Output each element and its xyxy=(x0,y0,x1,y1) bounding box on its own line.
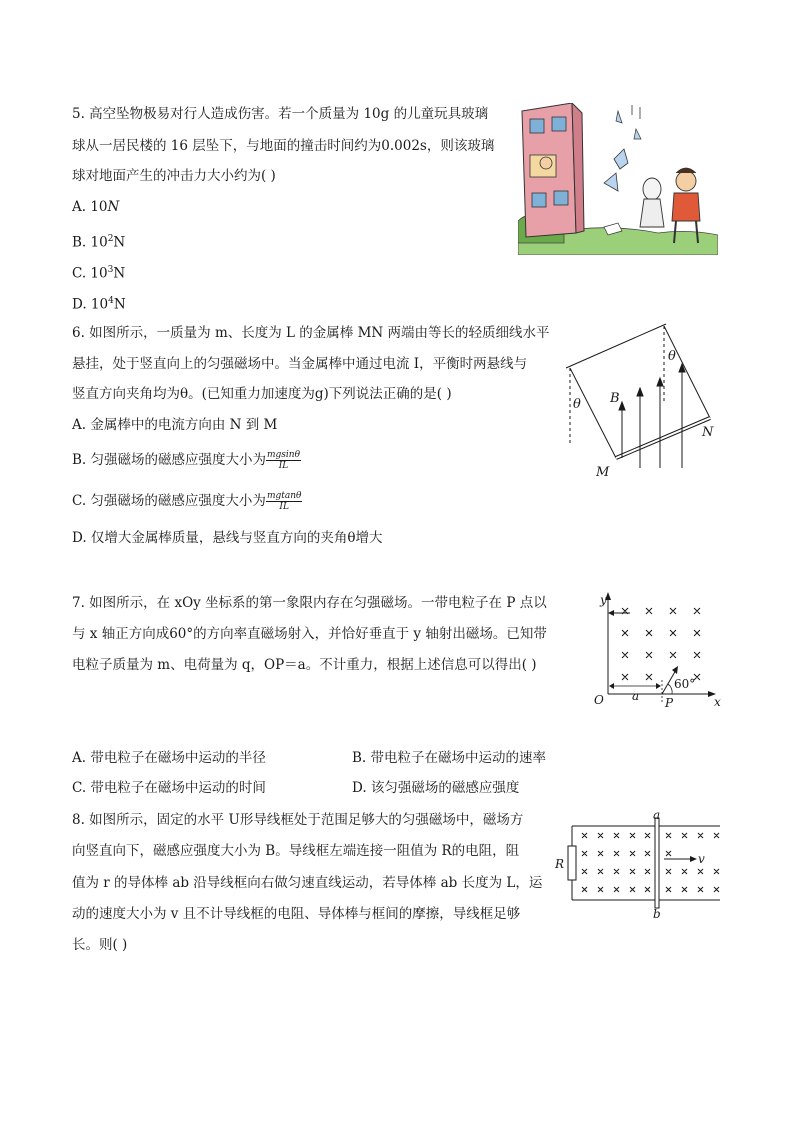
fraction-denominator: IL xyxy=(278,461,289,471)
q7-option-a[interactable]: A. 带电粒子在磁场中运动的半径 xyxy=(72,750,266,766)
resistor-r-label: R xyxy=(555,857,565,871)
q7-option-d[interactable]: D. 该匀强磁场的磁感应强度 xyxy=(352,780,520,796)
q7-option-c[interactable]: C. 带电粒子在磁场中运动的时间 xyxy=(72,780,266,796)
distance-a-label: a xyxy=(632,689,640,703)
q6-option-b[interactable] xyxy=(72,450,301,471)
fraction xyxy=(266,491,303,512)
y-axis-label: y xyxy=(600,593,607,607)
q8-line-4: 动的速度大小为 v 且不计导线框的电阻、导体棒与框间的摩擦，导线框足够 xyxy=(72,906,521,922)
theta-right-label: θ xyxy=(668,349,676,364)
q5-option-b[interactable] xyxy=(72,229,125,253)
option-label: A. 10 xyxy=(72,199,108,215)
option-unit: N xyxy=(113,265,126,282)
q6-option-a[interactable]: A. 金属棒中的电流方向由 N 到 M xyxy=(72,417,278,433)
q6-line-3: 竖直方向夹角均为θ。(已知重力加速度为g)下列说法正确的是( ) xyxy=(72,386,452,402)
option-text: B. 匀强磁场的磁感应强度大小为 xyxy=(72,452,267,468)
velocity-v-label: v xyxy=(698,852,705,866)
option-unit: N xyxy=(113,234,126,251)
option-label: D. 10 xyxy=(72,296,109,313)
q5-option-d[interactable] xyxy=(72,291,126,315)
option-exponent: 4 xyxy=(108,296,114,306)
option-text: C. 匀强磁场的磁感应强度大小为 xyxy=(72,493,266,509)
metal-rod-figure xyxy=(560,318,730,483)
q6-line-1: 6. 如图所示，一质量为 m、长度为 L 的金属棒 MN 两端由等长的轻质细线水平 xyxy=(72,325,550,341)
option-label: B. 10 xyxy=(72,234,108,251)
fraction-numerator: mgtanθ xyxy=(266,491,302,501)
x-axis-label: x xyxy=(714,695,721,709)
option-label: C. 10 xyxy=(72,265,108,282)
q5-option-a[interactable] xyxy=(72,197,119,217)
q8-line-1: 8. 如图所示，固定的水平 U形导线框处于范围足够大的匀强磁场中，磁场方 xyxy=(72,812,524,828)
q6-line-2: 悬挂，处于竖直向上的匀强磁场中。当金属棒中通过电流 I，平衡时两悬线与 xyxy=(72,356,528,372)
option-unit: N xyxy=(113,296,126,313)
option-exponent: 3 xyxy=(107,265,114,275)
q8-line-3: 值为 r 的导体棒 ab 沿导线框向右做匀速直线运动，若导体棒 ab 长度为 L，运 xyxy=(72,875,543,891)
point-a-label: a xyxy=(653,808,661,822)
q7-line-1: 7. 如图所示，在 xOy 坐标系的第一象限内存在匀强磁场。一带电粒子在 P 点以 xyxy=(72,595,547,611)
fraction-denominator: IL xyxy=(279,502,289,512)
q7-line-2: 与 x 轴正方向成60°的方向率直磁场射入，并恰好垂直于 y 轴射出磁场。已知带 xyxy=(72,626,547,642)
q6-option-c[interactable] xyxy=(72,491,302,512)
n-end-label: N xyxy=(702,425,714,440)
theta-left-label: θ xyxy=(573,397,581,412)
point-p-label: P xyxy=(665,696,674,710)
q8-line-2: 向竖直向下，磁感应强度大小为 B。导线框左端连接一阻值为 R的电阻，阻 xyxy=(72,843,520,859)
xoy-magnetic-field-figure xyxy=(588,590,728,710)
q5-option-c[interactable] xyxy=(72,260,125,284)
q5-line-3: 球对地面产生的冲击力大小约为( ) xyxy=(72,168,276,184)
angle-label: 60° xyxy=(674,677,696,691)
q6-option-d[interactable]: D. 仅增大金属棒质量，悬线与竖直方向的夹角θ增大 xyxy=(72,530,383,546)
q5-line-1: 5. 高空坠物极易对行人造成伤害。若一个质量为 10g 的儿童玩具玻璃 xyxy=(72,106,489,122)
option-exponent: 2 xyxy=(107,234,114,244)
fraction-numerator: mgsinθ xyxy=(267,450,301,460)
falling-ball-illustration xyxy=(518,103,718,255)
q5-line-2: 球从一居民楼的 16 层坠下，与地面的撞击时间约为0.002s，则该玻璃 xyxy=(72,138,495,154)
origin-label: O xyxy=(594,693,604,707)
q8-line-5: 长。则( ) xyxy=(72,937,128,953)
q7-line-3: 电粒子质量为 m、电荷量为 q，OP＝a。不计重力，根据上述信息可以得出( ) xyxy=(72,657,537,673)
q7-option-b[interactable]: B. 带电粒子在磁场中运动的速率 xyxy=(352,750,547,766)
point-b-label: b xyxy=(653,907,661,920)
m-end-label: M xyxy=(596,465,610,480)
u-shaped-frame-figure xyxy=(552,808,724,920)
fraction xyxy=(266,450,301,471)
b-field-label: B xyxy=(610,391,620,406)
option-unit: N xyxy=(107,199,120,215)
